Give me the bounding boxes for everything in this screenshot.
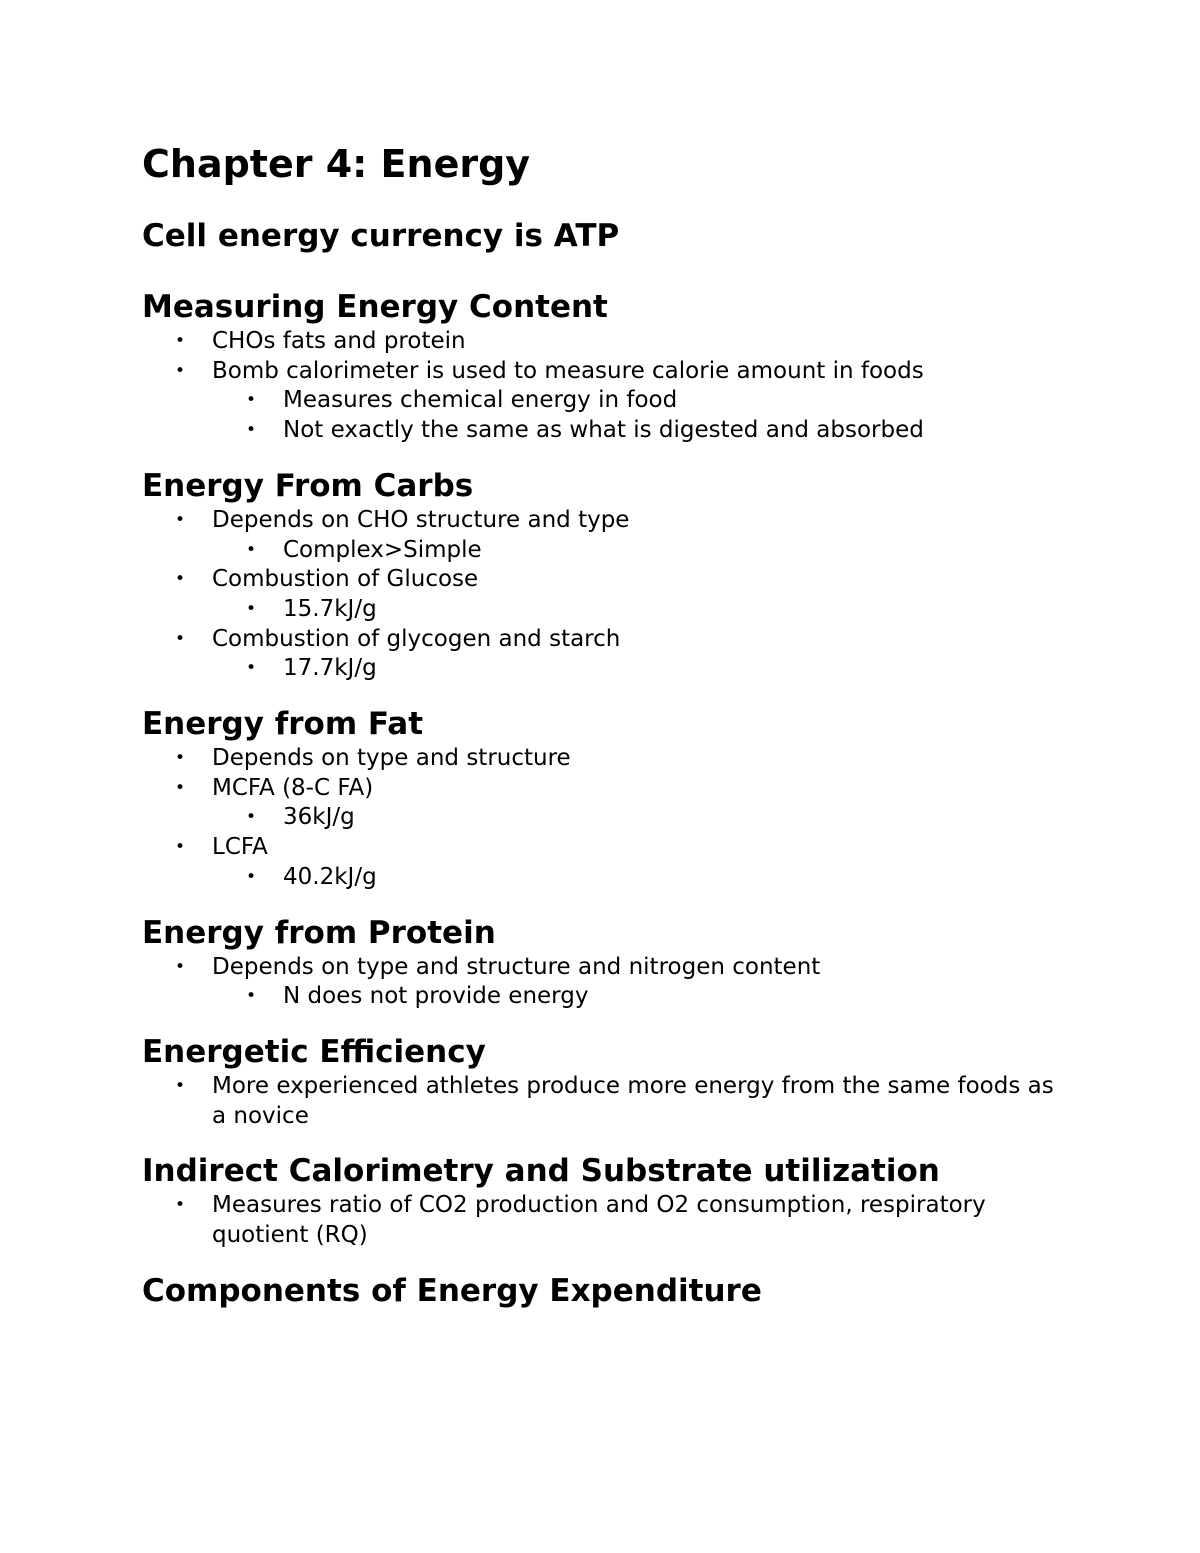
list-item-text: Bomb calorimeter is used to measure calorie amount in foods xyxy=(212,357,924,384)
list-item-text: MCFA (8-C FA) xyxy=(212,774,374,801)
bullet-icon: • xyxy=(246,986,257,1007)
section xyxy=(142,1032,1062,1131)
list-item xyxy=(142,506,1062,536)
sub-list-item xyxy=(142,595,1062,625)
list-item xyxy=(142,774,1062,804)
section-heading: Energy From Carbs xyxy=(142,467,474,504)
section-heading: Energetic Efficiency xyxy=(142,1033,486,1070)
page-title: Chapter 4: Energy xyxy=(142,142,531,186)
bullet-icon: • xyxy=(175,837,186,858)
list-item xyxy=(142,327,1062,357)
bullet-icon: • xyxy=(246,390,257,411)
bullet-list xyxy=(142,327,1062,446)
section-heading: Components of Energy Expenditure xyxy=(142,1272,762,1309)
sub-list-item xyxy=(142,863,1062,893)
section xyxy=(142,1271,1062,1311)
list-item-text: Combustion of Glucose xyxy=(212,566,479,593)
list-item-text: More experienced athletes produce more energy from the same foods as a novice xyxy=(212,1072,1054,1129)
list-item xyxy=(142,1072,1062,1131)
sections-container xyxy=(142,216,1062,1311)
list-item-text: Depends on type and structure and nitrogen content xyxy=(212,953,821,980)
bullet-icon: • xyxy=(246,866,257,887)
list-item-text: Depends on CHO structure and type xyxy=(212,506,630,533)
section-heading: Energy from Protein xyxy=(142,914,496,951)
bullet-icon: • xyxy=(175,509,186,530)
section-heading: Cell energy currency is ATP xyxy=(142,218,620,254)
bullet-icon: • xyxy=(246,807,257,828)
list-item xyxy=(142,1191,1062,1250)
sub-list-item-text: 36kJ/g xyxy=(283,804,355,831)
document-content xyxy=(142,138,1062,1331)
sub-list-item-text: 15.7kJ/g xyxy=(283,595,377,622)
bullet-list xyxy=(142,1191,1062,1250)
list-item xyxy=(142,744,1062,774)
section xyxy=(142,704,1062,893)
sub-list-item xyxy=(142,386,1062,416)
sub-list-item-text: 40.2kJ/g xyxy=(283,863,377,890)
section xyxy=(142,1151,1062,1250)
bullet-icon: • xyxy=(175,628,186,649)
bullet-icon: • xyxy=(175,360,186,381)
bullet-icon: • xyxy=(175,777,186,798)
list-item xyxy=(142,565,1062,595)
sub-list-item-text: Measures chemical energy in food xyxy=(283,387,678,414)
bullet-icon: • xyxy=(246,539,257,560)
sub-list-item xyxy=(142,654,1062,684)
list-item xyxy=(142,625,1062,655)
bullet-icon: • xyxy=(175,1075,186,1096)
section-heading: Measuring Energy Content xyxy=(142,289,608,325)
sub-list-item xyxy=(142,982,1062,1012)
sub-list-item-text: N does not provide energy xyxy=(283,983,589,1010)
bullet-icon: • xyxy=(175,331,186,351)
bullet-icon: • xyxy=(246,420,257,441)
section xyxy=(142,466,1062,684)
sub-list-item-text: 17.7kJ/g xyxy=(283,655,377,682)
list-item xyxy=(142,357,1062,387)
bullet-icon: • xyxy=(175,1195,186,1216)
list-item-text: Depends on type and structure xyxy=(212,745,571,772)
sub-list-item-text: Not exactly the same as what is digested and absorbed xyxy=(283,417,924,444)
list-item-text: Measures ratio of CO2 production and O2 consumption, respiratory quotient (RQ) xyxy=(212,1192,986,1249)
section xyxy=(142,287,1062,446)
bullet-list xyxy=(142,1072,1062,1131)
bullet-icon: • xyxy=(246,658,257,679)
bullet-icon: • xyxy=(175,956,186,977)
section-heading: Indirect Calorimetry and Substrate utilization xyxy=(142,1153,940,1190)
bullet-icon: • xyxy=(246,598,257,619)
section-heading: Energy from Fat xyxy=(142,706,424,743)
bullet-list xyxy=(142,506,1062,684)
list-item xyxy=(142,833,1062,863)
section xyxy=(142,913,1062,1012)
sub-list-item-text: Complex>Simple xyxy=(283,536,482,563)
bullet-list xyxy=(142,953,1062,1012)
list-item-text: LCFA xyxy=(212,834,268,861)
bullet-icon: • xyxy=(175,748,186,769)
bullet-icon: • xyxy=(175,569,186,590)
bullet-list xyxy=(142,744,1062,893)
sub-list-item xyxy=(142,536,1062,566)
list-item-text: Combustion of glycogen and starch xyxy=(212,625,621,652)
section xyxy=(142,216,1062,256)
list-item-text: CHOs fats and protein xyxy=(212,328,466,354)
sub-list-item xyxy=(142,803,1062,833)
sub-list-item xyxy=(142,416,1062,446)
list-item xyxy=(142,953,1062,983)
